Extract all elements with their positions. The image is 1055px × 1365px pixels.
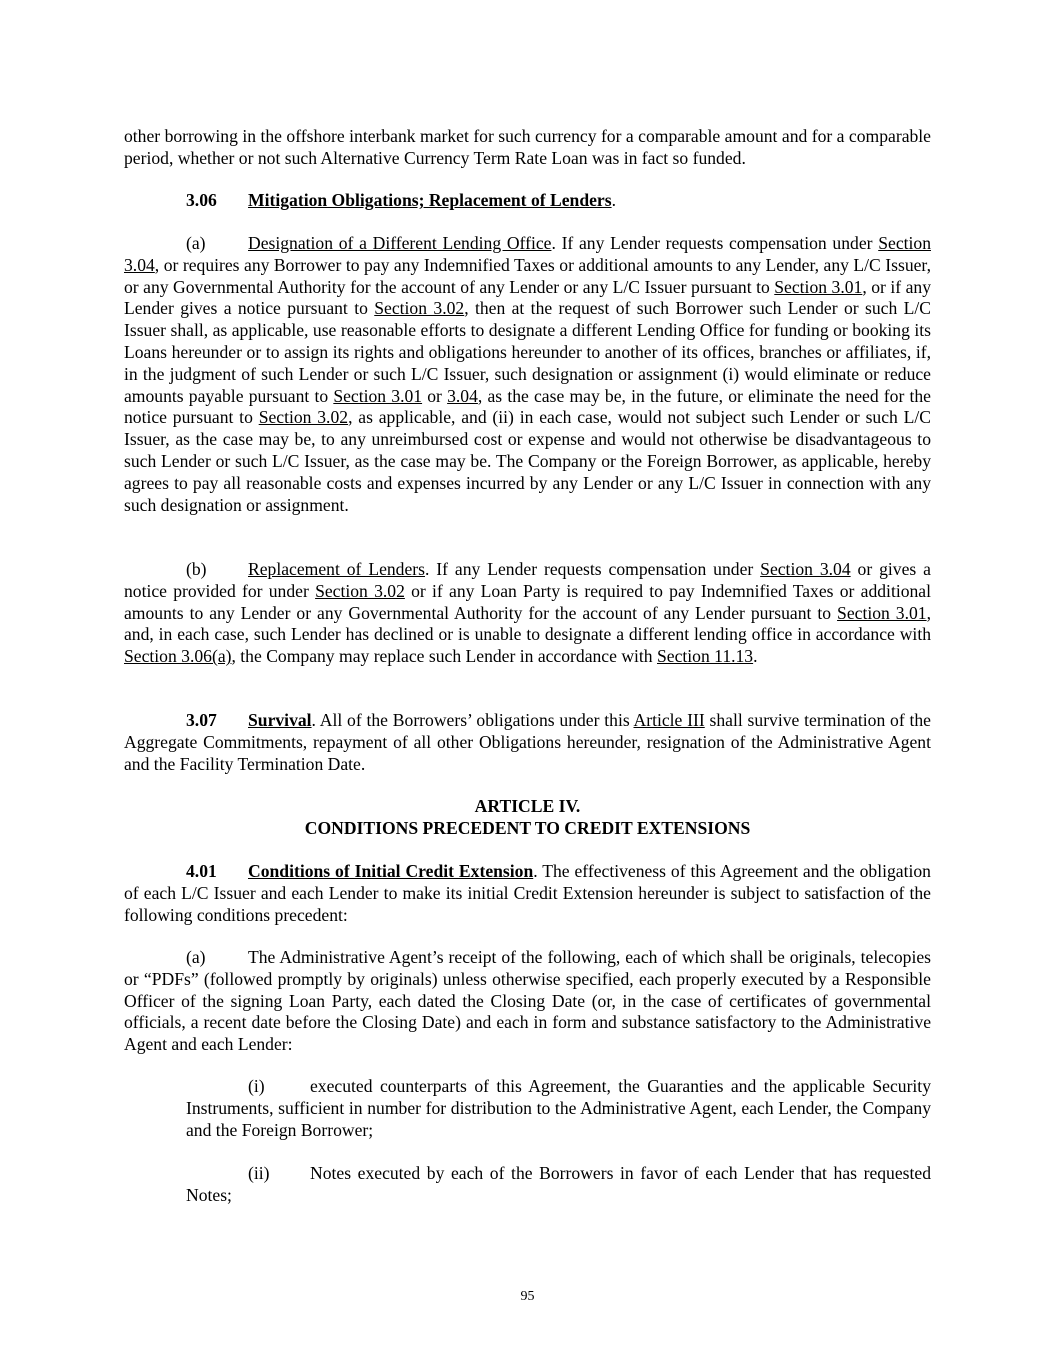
section-title: Mitigation Obligations; Replacement of Lenders <box>248 190 612 210</box>
cross-reference: Section 3.02 <box>315 580 405 601</box>
section-4-01: 4.01 Conditions of Initial Credit Extension. The effectiveness of this Agreement and the obligation of each L/C Issuer and each Lender to make its initial Credit Extension hereunder is subject to satisfaction of the following conditions precedent: <box>124 861 931 925</box>
clause-label: (a) <box>186 947 206 967</box>
clause-label: (a) <box>186 233 206 253</box>
section-3-06-b: (b) Replacement of Lenders. If any Lender requests compensation under Section 3.04 or gives a notice provided for under Section 3.02 or if any Loan Party is required to pay Indemnified Taxes or additional amounts to any Lender or any Governmental Authority for the account of any Lender pursuant to Section 3.01, and, in each case, such Lender has declined or is unable to designate a different lending office in accordance with Section 3.06(a), the Company may replace such Lender in accordance with Section 11.13. <box>124 559 932 667</box>
section-3-06-heading: 3.06 Mitigation Obligations; Replacement of Lenders. <box>186 190 616 210</box>
section-title: Conditions of Initial Credit Extension <box>248 861 534 881</box>
section-4-01-a: (a) The Administrative Agent’s receipt of the following, each of which shall be originals, telecopies or “PDFs” (followed promptly by originals) unless otherwise specified, each properly executed by a Responsible Officer of the signing Loan Party, each dated the Closing Date (or, in the case of certificates of governmental officials, a recent date before the Closing Date) and each in form and substance satisfactory to the Administrative Agent and each Lender: <box>124 947 931 1055</box>
item-label: (ii) <box>248 1163 270 1183</box>
cross-reference: Section 3.02 <box>374 298 465 319</box>
cross-reference: Section 3.02 <box>258 407 349 428</box>
article-heading <box>124 796 931 840</box>
section-3-06-a: (a) Designation of a Different Lending Office. If any Lender requests compensation under Section 3.04, or requires any Borrower to pay any Indemnified Taxes or additional amounts to any Lender, any L/C Issuer, or any Governmental Authority for the account of any Lender or any L/C Issuer pursuant to Section 3.01, or if any Lender gives a notice pursuant to Section 3.02, then at the request of such Borrower such Lender or such L/C Issuer shall, as applicable, use reasonable efforts to designate a different Lending Office for funding or booking its Loans hereunder or to assign its rights and obligations hereunder to another of its offices, branches or affiliates, if, in the judgment of such Lender or such L/C Issuer, such designation or assignment (i) would eliminate or reduce amounts payable pursuant to Section 3.01 or 3.04, as the case may be, in the future, or eliminate the need for the notice pursuant to Section 3.02, as applicable, and (ii) in each case, would not subject such Lender or such L/C Issuer, as the case may be, to any unreimbursed cost or expense and would not otherwise be disadvantageous to such Lender or such L/C Issuer, as the case may be. The Company or the Foreign Borrower, as applicable, hereby agrees to pay all reasonable costs and expenses incurred by any Lender or any L/C Issuer in connection with any such designation or assignment. <box>124 233 931 515</box>
cross-reference: Article III <box>633 710 705 730</box>
section-number: 4.01 <box>186 861 217 881</box>
cross-reference: Section 3.04 <box>124 233 931 275</box>
section-title: Survival <box>248 710 312 730</box>
cross-reference: Section 11.13 <box>657 646 754 667</box>
cross-reference: Section 3.04 <box>760 559 851 579</box>
list-item-ii: (ii) Notes executed by each of the Borrowers in favor of each Lender that has requested Notes; <box>186 1163 931 1205</box>
cross-reference: 3.04 <box>447 385 478 406</box>
article-number: ARTICLE IV. <box>474 796 581 816</box>
section-number: 3.07 <box>186 710 217 730</box>
section-number: 3.06 <box>186 190 217 210</box>
cross-reference: Section 3.01 <box>774 276 863 297</box>
item-label: (i) <box>248 1076 265 1096</box>
cross-reference: Section 3.06(a) <box>124 646 232 667</box>
clause-heading: Replacement of Lenders <box>248 559 425 579</box>
clause-heading: Designation of a Different Lending Office <box>248 233 552 253</box>
cross-reference: Section 3.01 <box>837 602 927 623</box>
cross-reference: Section 3.01 <box>333 385 423 406</box>
list-item-i: (i) executed counterparts of this Agreement, the Guaranties and the applicable Security Instruments, sufficient in number for distribution to the Administrative Agent, each Lender, the Company and the Foreign Borrower; <box>186 1076 931 1140</box>
clause-label: (b) <box>186 559 207 579</box>
paragraph-continuation: other borrowing in the offshore interbank market for such currency for a comparable amount and for a comparable period, whether or not such Alternative Currency Term Rate Loan was in fact so funded. <box>124 126 931 168</box>
page-number: 95 <box>520 1289 535 1304</box>
article-title: CONDITIONS PRECEDENT TO CREDIT EXTENSIONS <box>304 817 751 838</box>
section-3-07: 3.07 Survival. All of the Borrowers’ obligations under this Article III shall survive termination of the Aggregate Commitments, repayment of all other Obligations hereunder, resignation of the Administrative Agent and the Facility Termination Date. <box>124 710 931 774</box>
